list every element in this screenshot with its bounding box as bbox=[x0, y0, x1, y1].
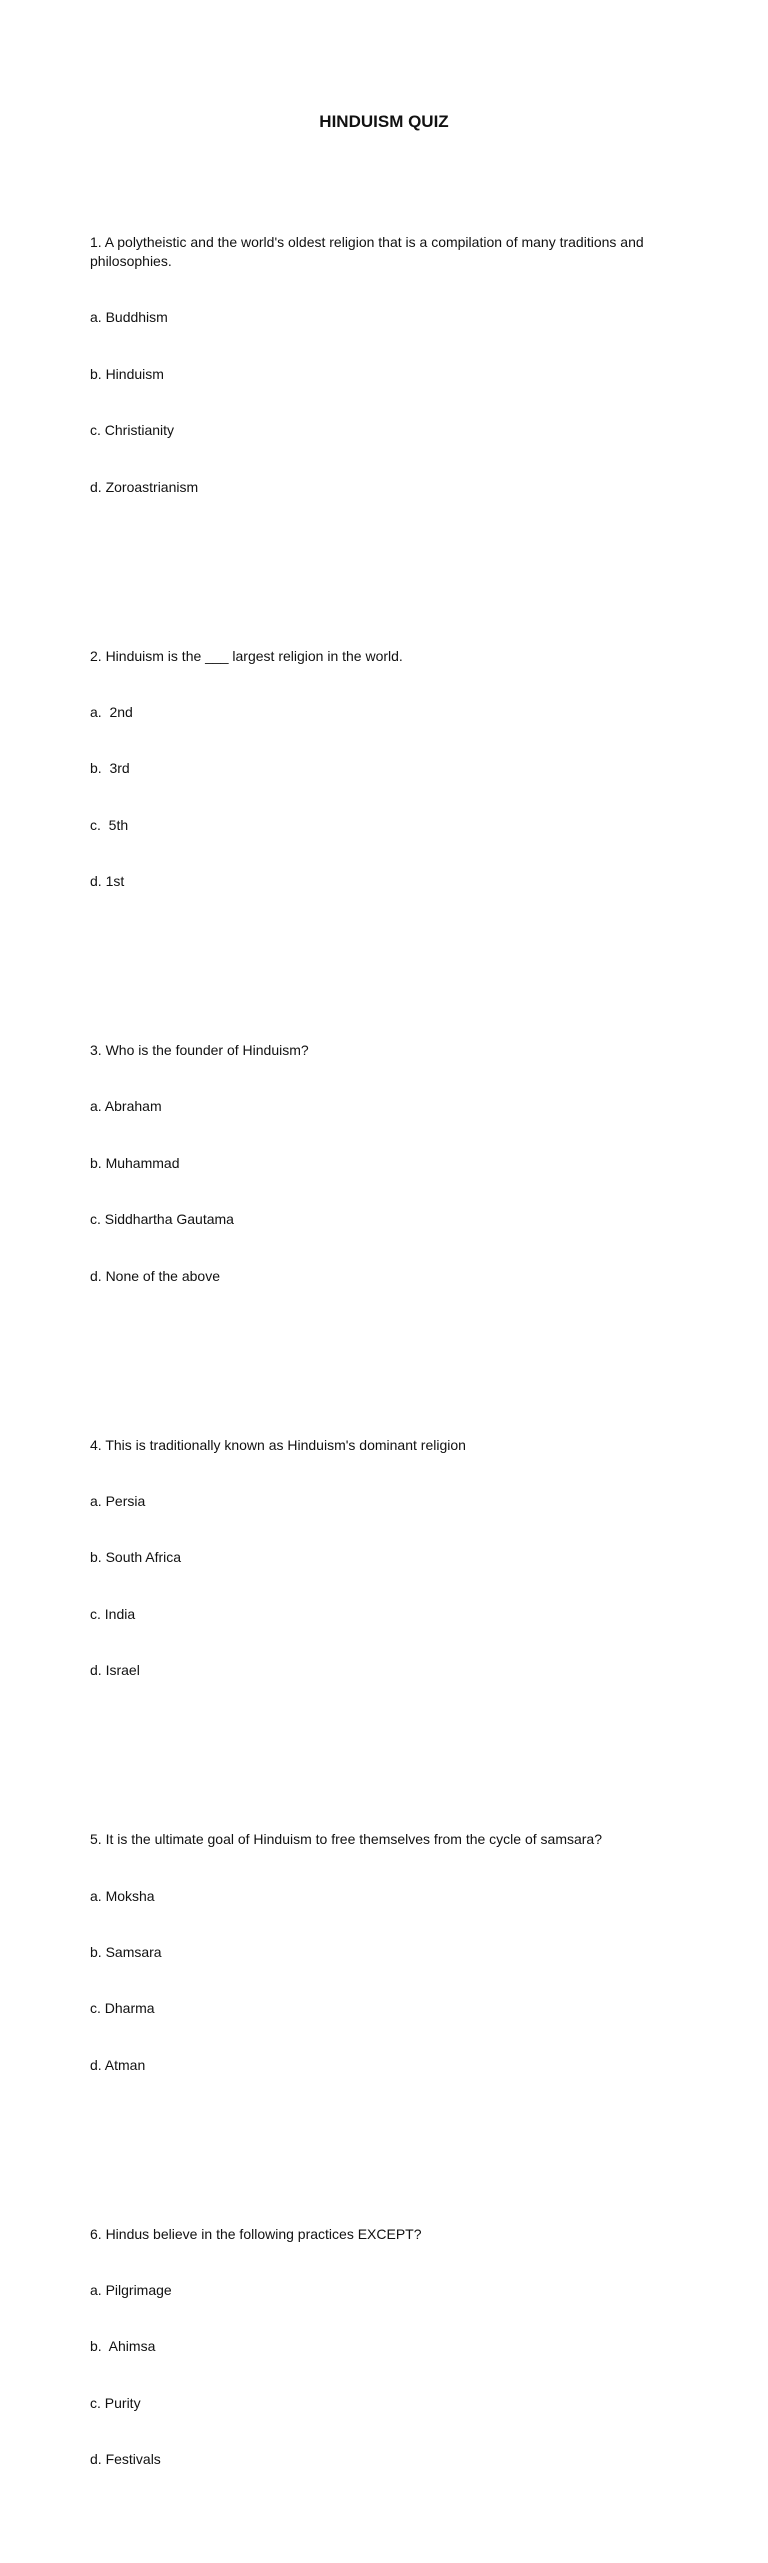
answer-option: a. Abraham bbox=[90, 1098, 162, 1115]
question-prompt: 4. This is traditionally known as Hinduism's dominant religion bbox=[90, 1436, 466, 1453]
answer-option: d. None of the above bbox=[90, 1267, 220, 1284]
answer-option: a. Pilgrimage bbox=[90, 2282, 172, 2299]
question-3 bbox=[90, 1003, 650, 1323]
question-6 bbox=[90, 2187, 650, 2507]
answer-option: d. 1st bbox=[90, 873, 125, 890]
answer-option: d. Israel bbox=[90, 1662, 140, 1679]
page-title: HINDUISM QUIZ bbox=[319, 112, 449, 131]
question-5 bbox=[90, 1793, 650, 2113]
answer-option: b. 3rd bbox=[90, 760, 130, 777]
answer-option: a. Persia bbox=[90, 1492, 146, 1509]
answer-option: d. Festivals bbox=[90, 2451, 161, 2468]
answer-option: a. 2nd bbox=[90, 703, 133, 720]
question-prompt: 3. Who is the founder of Hinduism? bbox=[90, 1042, 309, 1059]
answer-option: c. India bbox=[90, 1605, 136, 1622]
answer-option: c. Dharma bbox=[90, 2000, 155, 2017]
answer-option: c. Siddhartha Gautama bbox=[90, 1211, 234, 1228]
answer-option: b. Samsara bbox=[90, 1943, 162, 1960]
answer-option: d. Zoroastrianism bbox=[90, 478, 199, 495]
question-2 bbox=[90, 609, 650, 929]
answer-option: d. Atman bbox=[90, 2056, 146, 2073]
question-1 bbox=[90, 196, 650, 534]
answer-option: b. Ahimsa bbox=[90, 2338, 156, 2355]
answer-option: c. Christianity bbox=[90, 422, 175, 439]
answer-option: c. 5th bbox=[90, 816, 129, 833]
answer-option: a. Moksha bbox=[90, 1887, 155, 1904]
question-prompt: 1. A polytheistic and the world's oldest religion that is a compilation of many traditions and philosophies. bbox=[90, 234, 648, 269]
answer-option: b. Muhammad bbox=[90, 1154, 180, 1171]
answer-option: a. Buddhism bbox=[90, 309, 168, 326]
quiz-body bbox=[90, 158, 650, 2563]
question-prompt: 2. Hinduism is the ___ largest religion in the world. bbox=[90, 647, 403, 664]
answer-option: c. Purity bbox=[90, 2394, 141, 2411]
answer-option: b. South Africa bbox=[90, 1549, 182, 1566]
question-prompt: 6. Hindus believe in the following practices EXCEPT? bbox=[90, 2225, 422, 2242]
answer-option: b. Hinduism bbox=[90, 365, 164, 382]
question-prompt: 5. It is the ultimate goal of Hinduism to free themselves from the cycle of samsara? bbox=[90, 1831, 602, 1848]
question-4 bbox=[90, 1398, 650, 1718]
